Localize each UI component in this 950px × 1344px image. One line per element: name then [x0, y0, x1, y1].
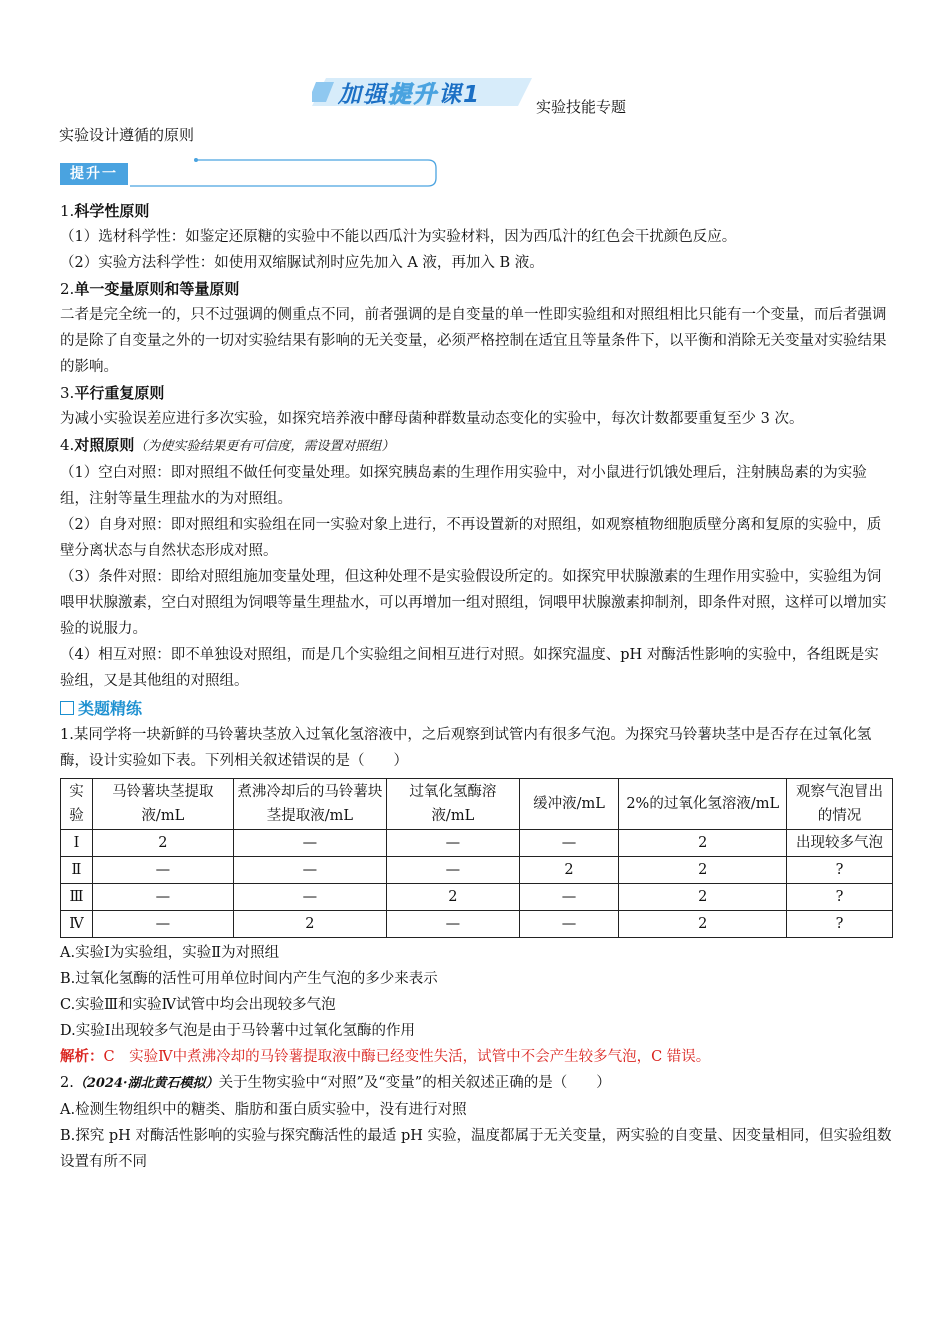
table-cell: 2 — [92, 830, 233, 857]
topic-heading: 实验设计遵循的原则 — [59, 126, 195, 144]
table-cell: — — [387, 830, 520, 857]
lesson-banner — [312, 74, 532, 110]
table-cell: — — [519, 884, 619, 911]
table-cell: — — [92, 884, 233, 911]
principle-4-title: 对照原则 — [74, 436, 135, 454]
principle-3-title: 平行重复原则 — [74, 384, 165, 402]
principle-1-number: 1. — [60, 202, 75, 220]
experiment-table — [60, 778, 893, 938]
question-1-stem: 1.某同学将一块新鲜的马铃薯块茎放入过氧化氢溶液中，之后观察到试管内有很多气泡。为探究马铃薯块茎中是否存在过氧化氢酶，设计实验如下表。下列相关叙述错误的是（ ） — [60, 727, 872, 769]
practice-section-title — [60, 696, 892, 722]
table-cell: — — [92, 857, 233, 884]
principle-4-heading — [60, 432, 892, 460]
table-cell: 2 — [619, 911, 787, 938]
banner-title-part-a: 加强 — [338, 82, 388, 108]
table-cell: 2 — [619, 884, 787, 911]
table-cell: — — [233, 857, 386, 884]
table-cell: — — [233, 830, 386, 857]
table-cell: 2 — [519, 857, 619, 884]
table-row — [61, 911, 893, 938]
table-row — [61, 884, 893, 911]
table-cell: — — [387, 911, 520, 938]
table-header: 缓冲液/mL — [519, 779, 619, 830]
principle-4-item-2: （2）自身对照：即对照组和实验组在同一实验对象上进行，不再设置新的对照组，如观察植物细胞质壁分离和复原的实验中，质壁分离状态与自然状态形成对照。 — [60, 517, 882, 559]
table-cell: — — [233, 884, 386, 911]
principle-3-heading — [60, 380, 892, 406]
banner-subtitle: 实验技能专题 — [536, 98, 627, 116]
table-cell: Ⅱ — [61, 857, 93, 884]
question-1-option-b: B.过氧化氢酶的活性可用单位时间内产生气泡的多少来表示 — [60, 971, 438, 987]
practice-section-label: 类题精练 — [78, 699, 143, 718]
table-cell: — — [387, 857, 520, 884]
principle-2-title: 单一变量原则和等量原则 — [74, 280, 240, 298]
table-header: 实验 — [61, 779, 93, 830]
table-row — [61, 830, 893, 857]
principle-1-heading — [60, 198, 892, 224]
question-2-stem — [60, 1070, 892, 1097]
principle-4-note: （为使实验结果更有可信度，需设置对照组） — [134, 439, 395, 454]
principle-4-item-3: （3）条件对照：即给对照组施加变量处理，但这种处理不是实验假设所定的。如探究甲状腺激素的生理作用实验中，实验组为饲喂甲状腺激素，空白对照组为饲喂等量生理盐水，可以再增加一组对照组，饲喂甲状腺激素抑制剂，即条件对照，这样可以增加实验的说服力。 — [60, 569, 887, 637]
answer-label: 解析： — [60, 1049, 104, 1065]
table-header: 2%的过氧化氢溶液/mL — [619, 779, 787, 830]
table-cell: Ⅳ — [61, 911, 93, 938]
principle-4-number: 4. — [60, 436, 75, 454]
table-header: 过氧化氢酶溶液/mL — [387, 779, 520, 830]
table-cell: — — [519, 830, 619, 857]
table-cell: 2 — [619, 830, 787, 857]
question-2-source: （2024·湖北黄石模拟） — [73, 1076, 219, 1091]
principle-4-item-4: （4）相互对照：即不单独设对照组，而是几个实验组之间相互进行对照。如探究温度、pH 对酶活性影响的实验中，各组既是实验组，又是其他组的对照组。 — [60, 647, 879, 689]
table-header: 煮沸冷却后的马铃薯块茎提取液/mL — [233, 779, 386, 830]
table-cell: ? — [787, 884, 893, 911]
table-cell: Ⅰ — [61, 830, 93, 857]
section-tab — [60, 156, 438, 190]
banner-title — [338, 76, 481, 109]
question-1-option-c: C.实验Ⅲ和实验Ⅳ试管中均会出现较多气泡 — [60, 997, 336, 1013]
principle-2-heading — [60, 276, 892, 302]
table-header: 马铃薯块茎提取液/mL — [92, 779, 233, 830]
question-2-number: 2. — [60, 1075, 74, 1091]
question-2-option-a: A.检测生物组织中的糖类、脂肪和蛋白质实验中，没有进行对照 — [60, 1102, 467, 1118]
principle-1-title: 科学性原则 — [74, 202, 150, 220]
banner-title-part-c: 课1 — [438, 82, 482, 108]
question-2-option-b: B.探究 pH 对酶活性影响的实验与探究酶活性的最适 pH 实验，温度都属于无关变量，两实验的自变量、因变量相同，但实验组数设置有所不同 — [60, 1128, 892, 1170]
table-cell: 2 — [233, 911, 386, 938]
table-cell: 2 — [619, 857, 787, 884]
table-cell: 2 — [387, 884, 520, 911]
principle-2-number: 2. — [60, 280, 75, 298]
tab-label: 提升一 — [60, 163, 128, 185]
principle-1-item-1: （1）选材科学性：如鉴定还原糖的实验中不能以西瓜汁为实验材料，因为西瓜汁的红色会干扰颜色反应。 — [60, 229, 737, 245]
table-cell: — — [519, 911, 619, 938]
table-row — [61, 857, 893, 884]
main-content — [60, 198, 892, 1175]
question-2-text: 关于生物实验中“对照”及“变量”的相关叙述正确的是（ ） — [218, 1075, 611, 1091]
table-cell: ? — [787, 911, 893, 938]
question-1-option-a: A.实验Ⅰ为实验组，实验Ⅱ为对照组 — [60, 945, 280, 961]
table-cell: — — [92, 911, 233, 938]
principle-2-text: 二者是完全统一的，只不过强调的侧重点不同，前者强调的是自变量的单一性即实验组和对照组相比只能有一个变量，而后者强调的是除了自变量之外的一切对实验结果有影响的无关变量，必须严格控制在适宜且等量条件下，以平衡和消除无关变量对实验结果的影响。 — [60, 307, 887, 375]
answer-text: C 实验Ⅳ中煮沸冷却的马铃薯提取液中酶已经变性失活，试管中不会产生较多气泡，C 错误。 — [103, 1049, 711, 1065]
table-cell: Ⅲ — [61, 884, 93, 911]
principle-3-number: 3. — [60, 384, 75, 402]
table-header-row — [61, 779, 893, 830]
principle-4-item-1: （1）空白对照：即对照组不做任何变量处理。如探究胰岛素的生理作用实验中，对小鼠进行饥饿处理后，注射胰岛素的为实验组，注射等量生理盐水的为对照组。 — [60, 465, 867, 507]
question-1-answer — [60, 1044, 892, 1070]
principle-3-text: 为减小实验误差应进行多次实验，如探究培养液中酵母菌种群数量动态变化的实验中，每次计数都要重复至少 3 次。 — [60, 411, 804, 427]
banner-title-part-b: 提升 — [388, 82, 438, 108]
table-header: 观察气泡冒出的情况 — [787, 779, 893, 830]
square-icon — [60, 701, 74, 715]
table-cell: 出现较多气泡 — [787, 830, 893, 857]
principle-1-item-2: （2）实验方法科学性：如使用双缩脲试剂时应先加入 A 液，再加入 B 液。 — [60, 255, 544, 271]
question-1-option-d: D.实验Ⅰ出现较多气泡是由于马铃薯中过氧化氢酶的作用 — [60, 1023, 415, 1039]
table-cell: ? — [787, 857, 893, 884]
